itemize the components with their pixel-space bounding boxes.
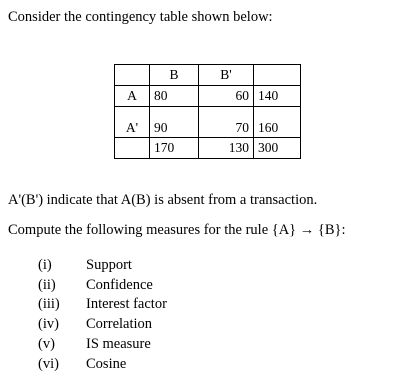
table-cell: 80 (150, 86, 199, 107)
table-cell: 160 (254, 107, 301, 138)
list-number: (ii) (38, 276, 56, 293)
list-label: Cosine (86, 355, 127, 372)
table-cell: 90 (150, 107, 199, 138)
list-label: Correlation (86, 316, 153, 333)
measures-list (38, 256, 167, 374)
list-number: (i) (38, 257, 52, 273)
list-item (38, 276, 167, 296)
table-cell: 60 (199, 86, 254, 107)
task-text: Compute the following measures for the rule {A} → {B}: (8, 222, 346, 238)
list-number: (vi) (38, 355, 59, 372)
list-item (38, 315, 167, 335)
table-cell (115, 65, 150, 86)
absence-note: A'(B') indicate that A(B) is absent from a transaction. (8, 192, 318, 208)
list-number: (iv) (38, 316, 59, 333)
list-label: IS measure (86, 335, 151, 352)
intro-text: Consider the contingency table shown below: (8, 9, 273, 25)
list-item (38, 256, 167, 276)
table-row (115, 107, 301, 138)
table-cell: 140 (254, 86, 301, 107)
list-label: Support (86, 257, 132, 273)
table-cell (254, 65, 301, 86)
list-item (38, 295, 167, 315)
list-label: Interest factor (86, 296, 167, 313)
table-cell: 300 (254, 138, 301, 159)
table-row-label: A' (115, 107, 150, 138)
table-cell (115, 138, 150, 159)
table-header-b: B (150, 65, 199, 86)
list-label: Confidence (86, 276, 153, 293)
table-row (115, 86, 301, 107)
contingency-table (114, 64, 301, 159)
table-header-b-prime: B' (199, 65, 254, 86)
table-cell: 130 (199, 138, 254, 159)
list-item (38, 355, 167, 375)
table-cell: 70 (199, 107, 254, 138)
list-number: (iii) (38, 296, 60, 313)
table-cell: 170 (150, 138, 199, 159)
table-row-label: A (115, 86, 150, 107)
table-header-row (115, 65, 301, 86)
table-totals-row (115, 138, 301, 159)
list-item (38, 335, 167, 355)
list-number: (v) (38, 335, 55, 352)
